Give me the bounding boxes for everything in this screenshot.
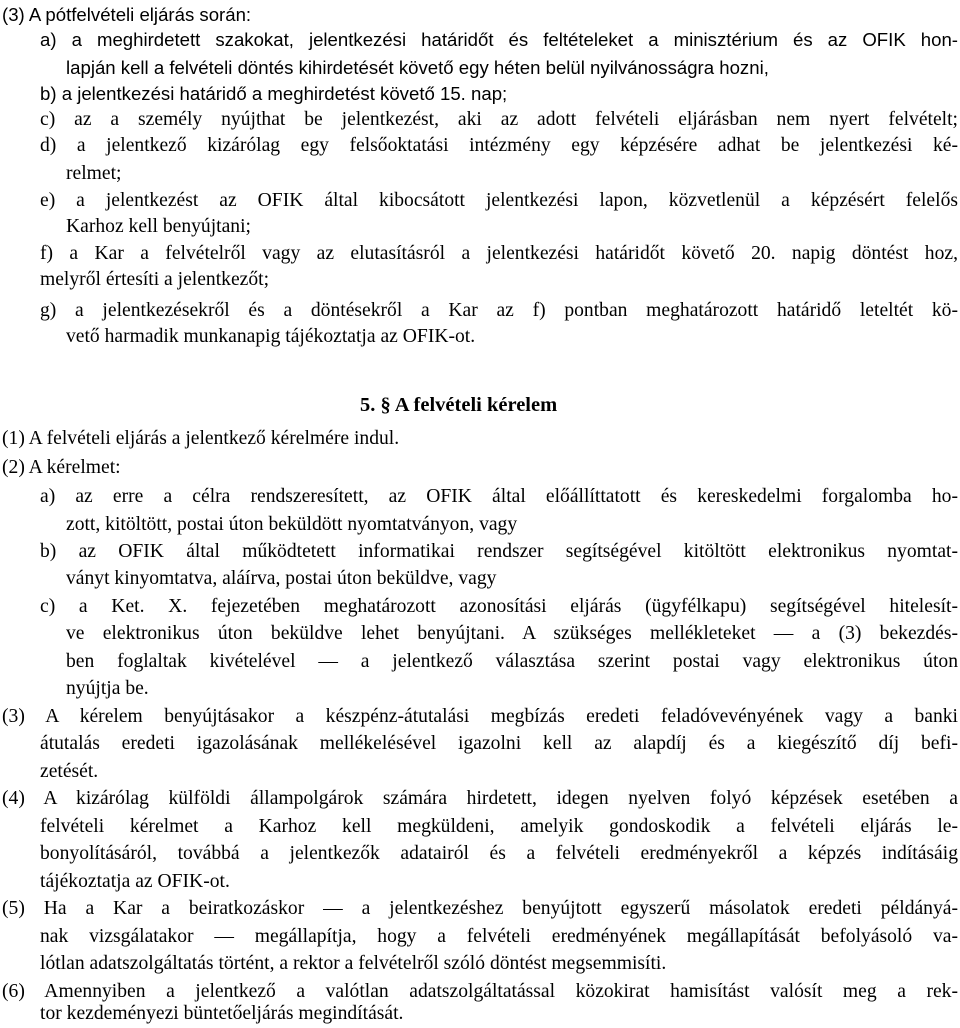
paragraph-4-line-1: (4) A kizárólag külföldi állampolgárok számára hirdetett, idegen nyelven folyó képzések esetében a <box>2 788 958 809</box>
paragraph-5-line-2: nak vizsgálatakor — megállapítja, hogy a felvételi eredményének megállapítását befolyásoló va- <box>40 926 958 947</box>
paragraph-4-line-2: felvételi kérelmet a Karhoz kell megküldeni, amelyik gondoskodik a felvételi eljárás le- <box>40 816 958 837</box>
section-number: 5. <box>360 394 376 416</box>
paragraph-3-line-2: átutalás eredeti igazolásának mellékelésével igazolni kell az alapdíj és a kiegészítő díj befi- <box>40 733 958 754</box>
item-e-line-1: e) a jelentkezést az OFIK által kibocsátott jelentkezési lapon, közvetlenül a képzésért felelős <box>40 190 958 211</box>
section-symbol: § <box>380 394 391 416</box>
paragraph-3-intro: (3) A pótfelvételi eljárás során: <box>2 4 252 25</box>
paragraph-5-line-3: lótlan adatszolgáltatás történt, a rektor a felvételről szóló döntést megsemmisíti. <box>40 953 667 974</box>
paragraph-4-line-4: tájékoztatja az OFIK-ot. <box>40 871 230 892</box>
item-b: b) a jelentkezési határidő a meghirdetést követő 15. nap; <box>40 83 508 104</box>
item-d-line-1: d) a jelentkező kizárólag egy felsőoktatási intézmény egy képzésére adhat be jelentkezési ké- <box>40 135 958 156</box>
item-f-line-1: f) a Kar a felvételről vagy az elutasításról a jelentkezési határidőt követő 20. napig döntést hoz, <box>40 243 958 264</box>
paragraph-5-line-1: (5) Ha a Kar a beiratkozáskor — a jelentkezéshez benyújtott egyszerű másolatok eredeti példányá- <box>2 898 958 919</box>
paragraph-3-line-3: zetését. <box>40 761 99 782</box>
item-e-line-2: Karhoz kell benyújtani; <box>66 216 251 237</box>
item-d-line-2: relmet; <box>66 163 122 184</box>
paragraph-2-c-line-3: ben foglaltak kivételével — a jelentkező választása szerint postai vagy elektronikus úton <box>66 651 958 672</box>
paragraph-2-c-line-1: c) a Ket. X. fejezetében meghatározott azonosítási eljárás (ügyfélkapu) segítségével hitelesít- <box>40 596 958 617</box>
section-heading <box>360 392 557 418</box>
paragraph-2-intro: (2) A kérelmet: <box>2 457 121 478</box>
item-g-line-2: vető harmadik munkanapig tájékoztatja az OFIK-ot. <box>66 326 476 347</box>
item-a-line-2: lapján kell a felvételi döntés kihirdetését követő egy héten belül nyilvánosságra hozni, <box>66 57 769 78</box>
paragraph-1: (1) A felvételi eljárás a jelentkező kérelmére indul. <box>2 428 400 449</box>
paragraph-2-b-line-1: b) az OFIK által működtetett informatikai rendszer segítségével kitöltött elektronikus nyomtat- <box>40 541 958 562</box>
item-c: c) az a személy nyújthat be jelentkezést, aki az adott felvételi eljárásban nem nyert felvételt; <box>40 109 958 130</box>
item-a-line-1: a) a meghirdetett szakokat, jelentkezési határidőt és feltételeket a minisztérium és az OFIK hon- <box>40 29 958 50</box>
paragraph-6-line-2: tor kezdeményezi büntetőeljárás megindítását. <box>40 1003 404 1024</box>
paragraph-6-line-1: (6) Amennyiben a jelentkező a valótlan adatszolgáltatással közokirat hamisítást valósít meg a rek- <box>2 981 958 1002</box>
paragraph-2-c-line-2: ve elektronikus úton beküldve lehet benyújtani. A szükséges mellékleteket — a (3) bekezdés- <box>66 623 958 644</box>
paragraph-4-line-3: bonyolításáról, továbbá a jelentkezők adatairól és a felvételi eredményekről a képzés indításáig <box>40 843 958 864</box>
item-f-line-2: melyről értesíti a jelentkezőt; <box>40 269 270 290</box>
paragraph-3-line-1: (3) A kérelem benyújtásakor a készpénz-átutalási megbízás eredeti feladóvevényének vagy a banki <box>2 706 958 727</box>
paragraph-2-a-line-2: zott, kitöltött, postai úton beküldött nyomtatványon, vagy <box>66 514 518 535</box>
section-title: A felvételi kérelem <box>394 394 558 416</box>
paragraph-2-a-line-1: a) az erre a célra rendszeresített, az OFIK által előállíttatott és kereskedelmi forgalomba ho- <box>40 486 958 507</box>
item-g-line-1: g) a jelentkezésekről és a döntésekről a Kar az f) pontban meghatározott határidő leteltét kö- <box>40 300 958 321</box>
paragraph-2-c-line-4: nyújtja be. <box>66 678 149 699</box>
paragraph-2-b-line-2: ványt kinyomtatva, aláírva, postai úton beküldve, vagy <box>66 568 497 589</box>
